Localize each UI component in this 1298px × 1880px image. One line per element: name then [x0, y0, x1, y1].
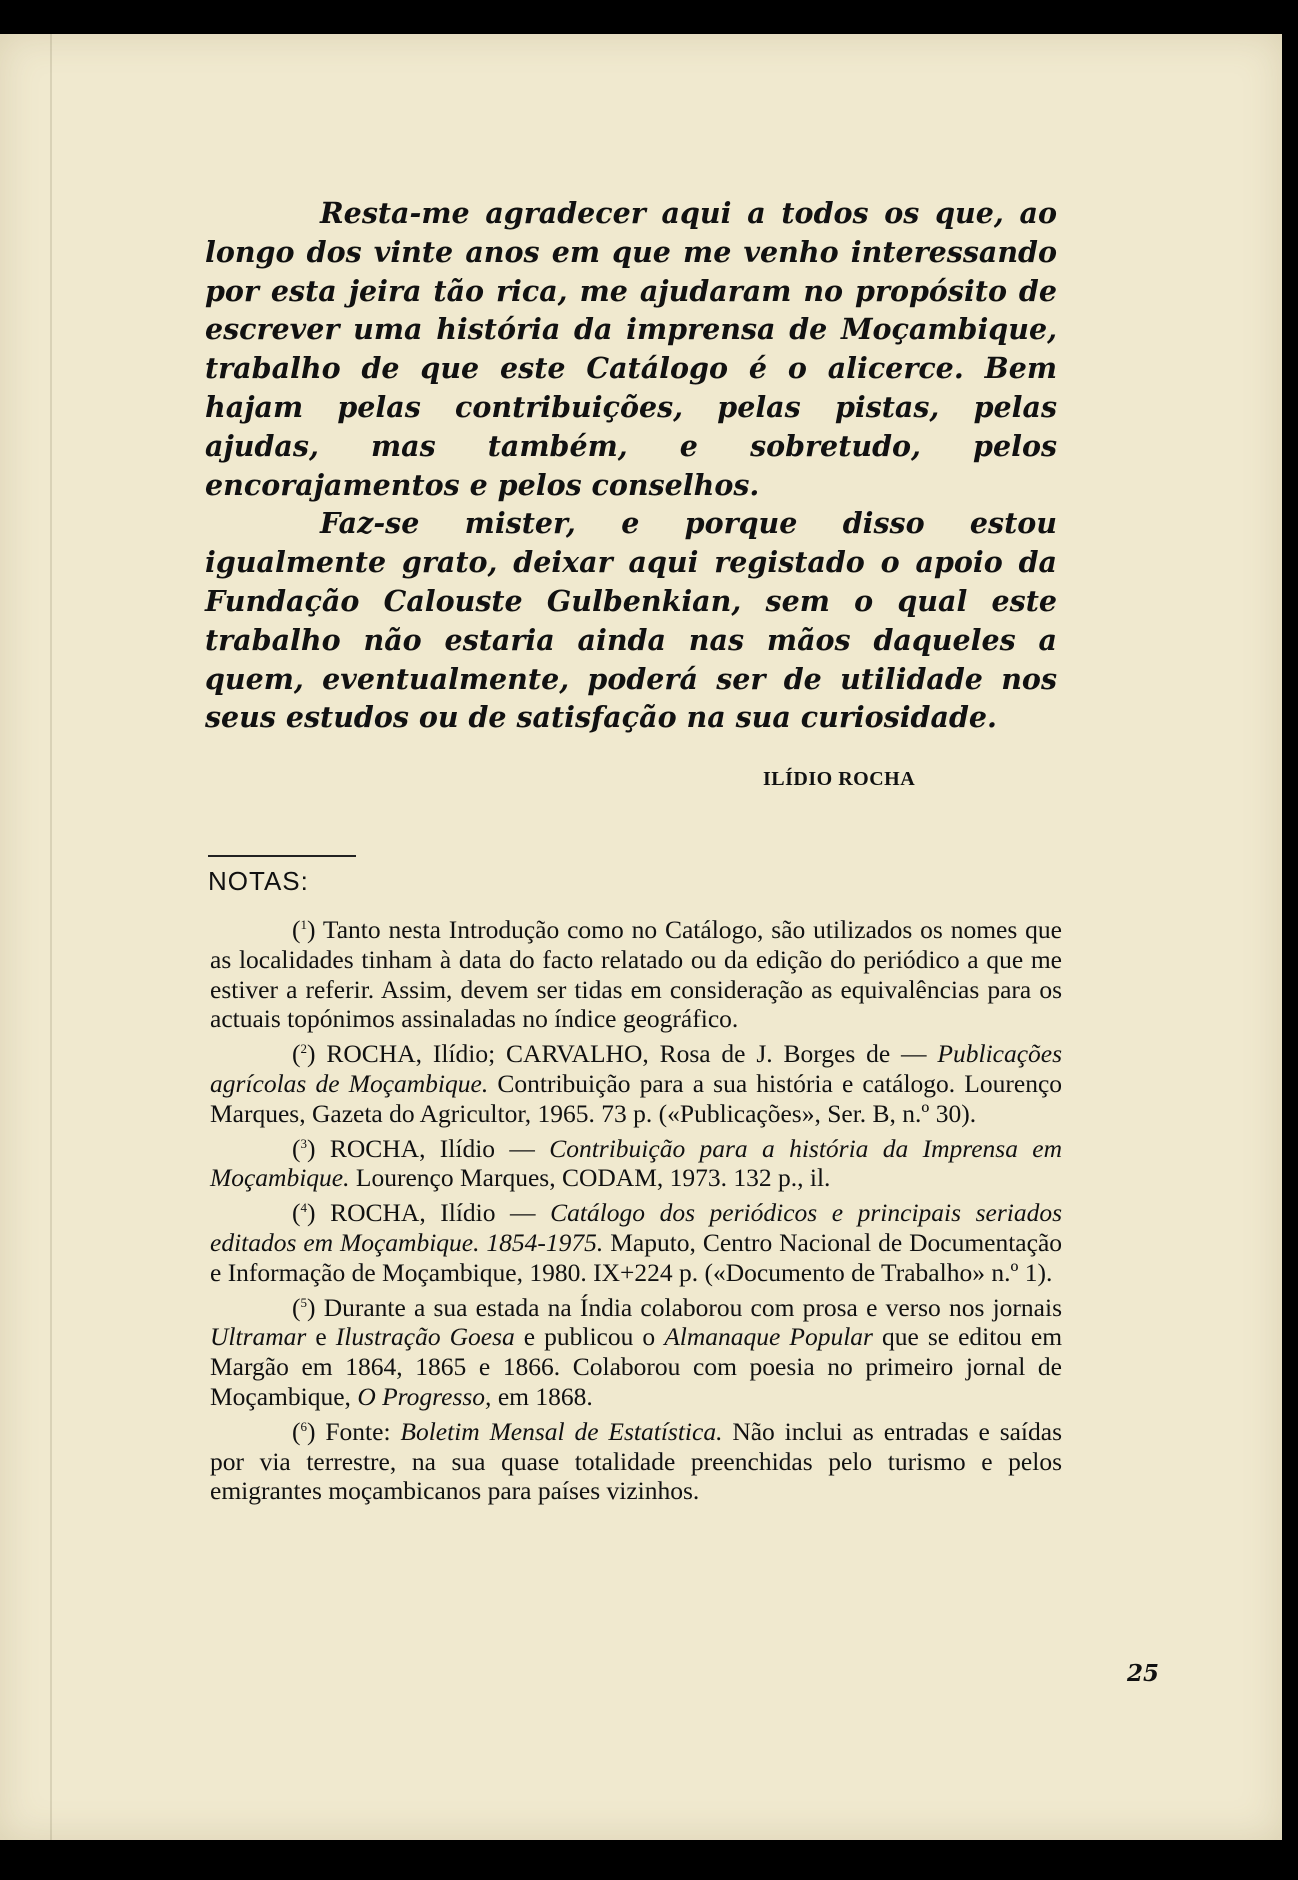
footnote-text: Contribuição para a sua história e catálogo. Lourenço Marques, Gazeta do Agricultor, 1965. 73 p. («Publicações», Ser. B, n.º 30).	[210, 1068, 1063, 1128]
footnote-title: Catálogo dos periódicos e principais seriados editados em Moçambique. 1854-1975.	[210, 1198, 1063, 1257]
footnotes	[210, 910, 1062, 1506]
footnote-mark: ($^3$)	[292, 1133, 316, 1163]
footnote-text: Lourenço Marques, CODAM, 1973. 132 p., il.	[355, 1163, 831, 1193]
footnote-6	[210, 1412, 1062, 1506]
footnote-4	[210, 1193, 1062, 1287]
footnote-text: Durante a sua estada na Índia colaborou com prosa e verso nos jornais	[323, 1292, 1062, 1322]
footnote-text: que se editou em Margão em 1864, 1865 e 1866. Colaborou com poesia no primeiro jornal de Moçambique,	[210, 1322, 1063, 1411]
footnote-mark: ($^4$)	[292, 1198, 316, 1228]
footnote-title: Boletim Mensal de Estatística.	[400, 1416, 723, 1446]
footnote-title: Almanaque Popular	[664, 1322, 873, 1352]
footnote-text: e	[315, 1322, 327, 1352]
notes-heading: NOTAS:	[208, 866, 309, 896]
footnote-mark: ($^5$)	[292, 1292, 316, 1322]
acknowledgement-paragraph-2: Faz-se mister, e porque disso estou igualmente grato, deixar aqui registado o apoio da Fundação Calouste Gulbenkian, sem o qual este trabalho não estaria ainda nas mãos daqueles a quem, eventualmente, poderá ser de utilidade nos seus estudos ou de satisfação na sua curiosidade.	[205, 506, 1057, 735]
footnote-5	[210, 1288, 1062, 1412]
footnote-title: Contribuição para a história da Imprensa em Moçambique.	[210, 1133, 1063, 1193]
page-gutter-edge	[50, 34, 52, 1840]
notes-divider	[208, 855, 356, 857]
footnote-title: Ultramar	[210, 1322, 307, 1352]
footnote-text: Não inclui as entradas e saídas por via terrestre, na sua quase totalidade preenchidas pelo turismo e pelos emigrantes moçambicanos para países vizinhos.	[210, 1416, 1063, 1506]
footnote-text: Maputo, Centro Nacional de Documentação e Informação de Moçambique, 1980. IX+224 p. («Documento de Trabalho» n.º 1).	[210, 1227, 1063, 1287]
acknowledgement-text	[205, 194, 1057, 737]
book-page	[0, 34, 1282, 1840]
footnote-title: O Progresso,	[357, 1381, 492, 1411]
footnote-2	[210, 1034, 1062, 1128]
footnote-text: ROCHA, Ilídio —	[329, 1133, 535, 1163]
footnote-text: Fonte:	[325, 1416, 391, 1446]
footnote-mark: ($^2$)	[292, 1039, 316, 1069]
footnote-1	[210, 910, 1062, 1034]
acknowledgement-paragraph-1: Resta-me agradecer aqui a todos os que, ao longo dos vinte anos em que me venho interessando por esta jeira tão rica, me ajudaram no propósito de escrever uma história da imprensa de Moçambique, trabalho de que este Catálogo é o alicerce. Bem hajam pelas contribuições, pelas pistas, pelas ajudas, mas também, e sobretudo, pelos encorajamentos e pelos conselhos.	[205, 196, 1057, 502]
footnote-mark: ($^1$)	[292, 915, 316, 944]
footnote-mark: ($^6$)	[292, 1416, 316, 1446]
footnote-text: ROCHA, Ilídio; CARVALHO, Rosa de J. Borges de —	[326, 1039, 927, 1069]
footnote-title: Publicações agrícolas de Moçambique.	[210, 1039, 1063, 1098]
footnote-3	[210, 1129, 1062, 1194]
footnote-title: Ilustração Goesa	[335, 1322, 515, 1352]
footnote-text: ROCHA, Ilídio —	[330, 1198, 536, 1228]
footnote-text: e publicou o	[523, 1322, 656, 1352]
page-number: 25	[1127, 1660, 1160, 1687]
author-signature: ILÍDIO ROCHA	[763, 768, 916, 790]
footnote-text: em 1868.	[497, 1381, 593, 1411]
footnote-text: Tanto nesta Introdução como no Catálogo, são utilizados os nomes que as localidades tinham à data do facto relatado ou da edição do periódico a que me estiver a referir. Assim, devem ser tidas em consideração as equivalências para os actuais topónimos assinaladas no índice geográfico.	[210, 915, 1062, 1034]
